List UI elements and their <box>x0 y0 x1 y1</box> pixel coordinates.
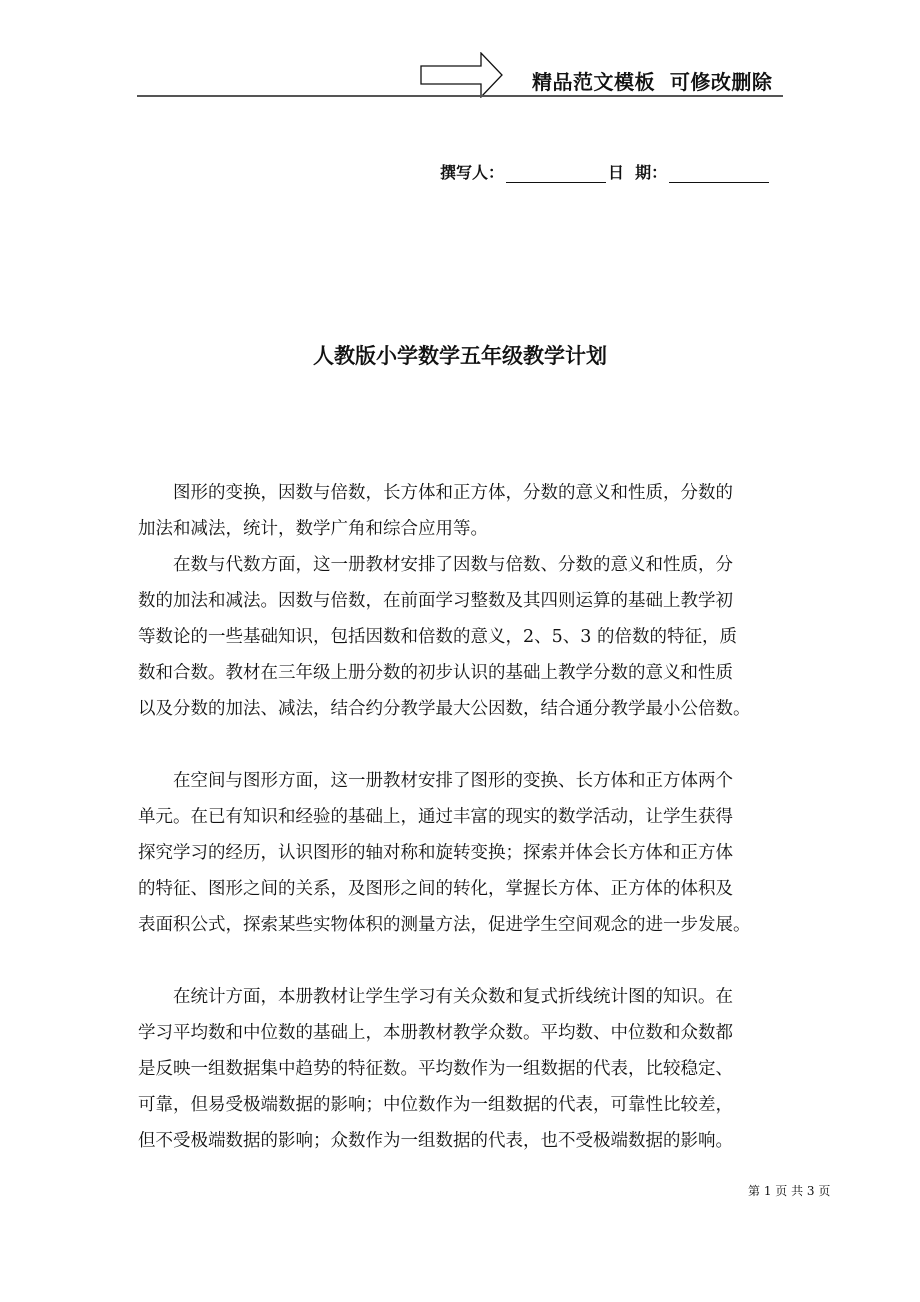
text-line: 在统计方面，本册教材让学生学习有关众数和复式折线统计图的知识。在 <box>138 987 733 1007</box>
header-text: 精品范文模板 可修改删除 <box>532 70 773 94</box>
text-line: 但不受极端数据的影响；众数作为一组数据的代表，也不受极端数据的影响。 <box>138 1131 733 1151</box>
text-line: 图形的变换，因数与倍数，长方体和正方体，分数的意义和性质，分数的 <box>138 483 733 503</box>
text-line: 数的加法和减法。因数与倍数，在前面学习整数及其四则运算的基础上教学初 <box>138 591 733 611</box>
text-line: 可靠，但易受极端数据的影响；中位数作为一组数据的代表，可靠性比较差， <box>138 1095 733 1115</box>
paragraph-2 <box>138 547 788 727</box>
text-line: 在数与代数方面，这一册教材安排了因数与倍数、分数的意义和性质，分 <box>138 555 733 575</box>
author-date-line <box>440 160 771 183</box>
paragraph-1 <box>138 475 788 547</box>
text-line: 的特征、图形之间的关系，及图形之间的转化，掌握长方体、正方体的体积及 <box>138 879 733 899</box>
text-line: 表面积公式，探索某些实物体积的测量方法，促进学生空间观念的进一步发展。 <box>138 915 751 935</box>
document-title: 人教版小学数学五年级教学计划 <box>313 344 607 368</box>
text-line: 是反映一组数据集中趋势的特征数。平均数作为一组数据的代表，比较稳定、 <box>138 1059 733 1079</box>
author-blank[interactable] <box>506 164 606 183</box>
text-line: 在空间与图形方面，这一册教材安排了图形的变换、长方体和正方体两个 <box>138 771 733 791</box>
text-line: 加法和减法，统计，数学广角和综合应用等。 <box>138 519 488 539</box>
date-blank[interactable] <box>669 164 769 183</box>
author-label: 撰写人： <box>440 163 505 182</box>
text-line: 学习平均数和中位数的基础上，本册教材教学众数。平均数、中位数和众数都 <box>138 1023 733 1043</box>
page-number: 第 1 页 共 3 页 <box>748 1184 831 1198</box>
header-divider <box>137 95 783 97</box>
text-line: 单元。在已有知识和经验的基础上，通过丰富的现实的数学活动，让学生获得 <box>138 807 733 827</box>
text-line: 数和合数。教材在三年级上册分数的初步认识的基础上教学分数的意义和性质 <box>138 663 733 683</box>
arrow-icon <box>420 52 504 98</box>
paragraph-3 <box>138 763 788 943</box>
text-line: 等数论的一些基础知识，包括因数和倍数的意义，2、5、3 的倍数的特征，质 <box>138 627 737 647</box>
text-line: 探究学习的经历，认识图形的轴对称和旋转变换；探索并体会长方体和正方体 <box>138 843 733 863</box>
paragraph-4 <box>138 979 788 1159</box>
text-line: 以及分数的加法、减法，结合约分教学最大公因数，结合通分教学最小公倍数。 <box>138 699 751 719</box>
date-label: 日 期： <box>608 163 668 182</box>
